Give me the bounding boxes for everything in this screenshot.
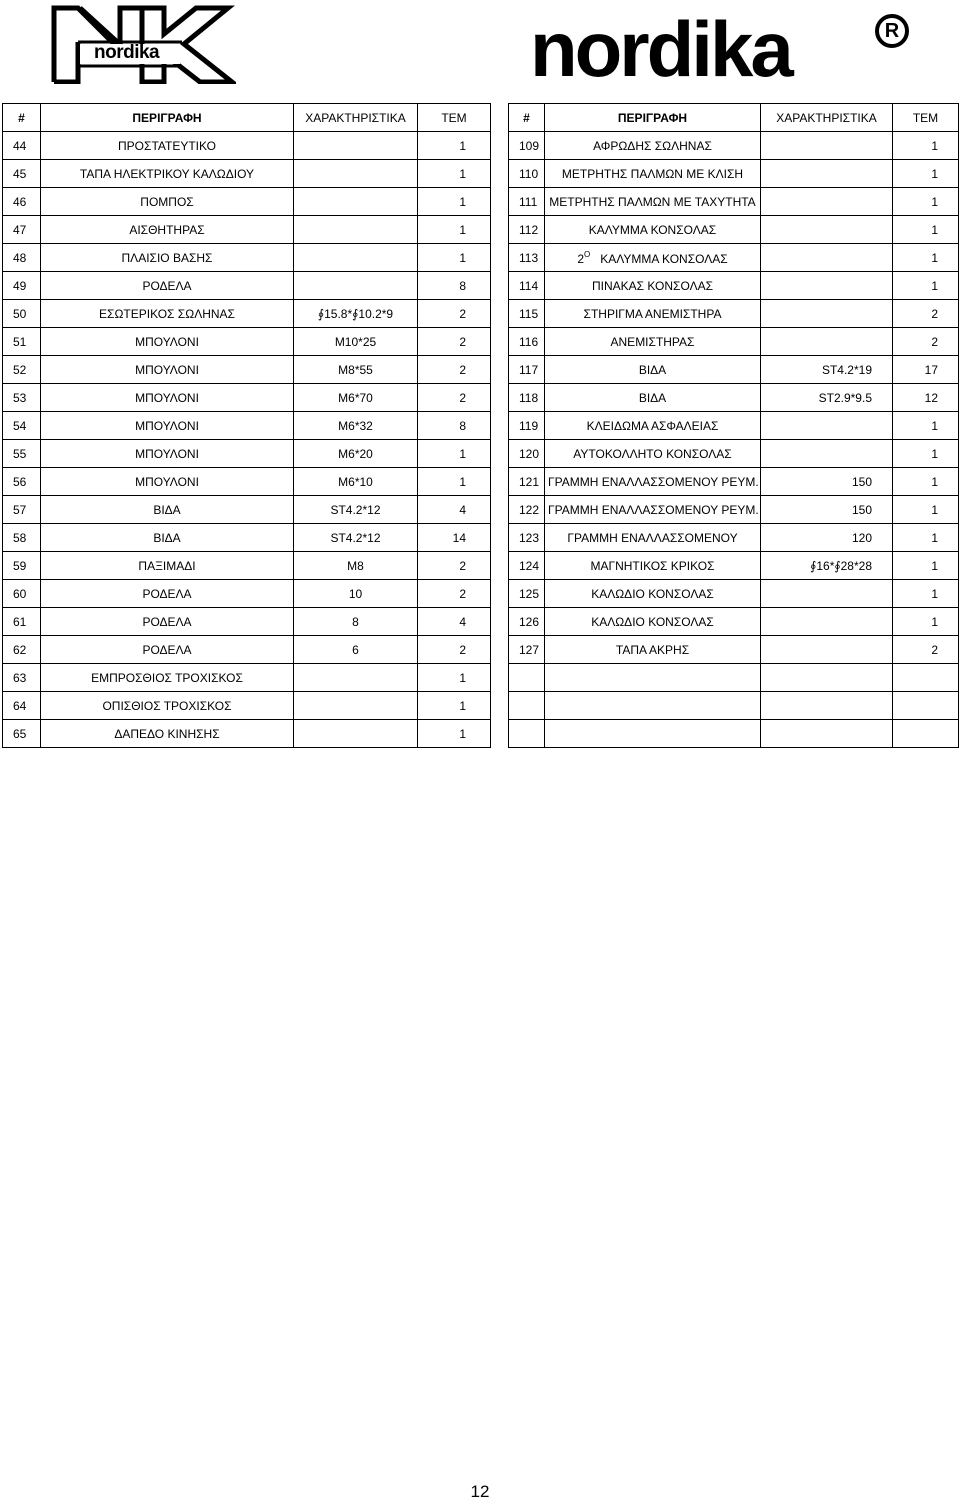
- table-row: [509, 244, 959, 272]
- part-specs: [761, 412, 893, 440]
- part-number: 65: [3, 720, 41, 748]
- parts-table-left-body: [3, 132, 491, 748]
- part-description: [545, 244, 761, 272]
- part-description: ΚΑΛΩΔΙΟ ΚΟΝΣΟΛΑΣ: [545, 580, 761, 608]
- part-description: ΡΟΔΕΛΑ: [41, 272, 294, 300]
- table-row: [509, 664, 959, 692]
- part-specs: 10: [294, 580, 418, 608]
- part-number: 44: [3, 132, 41, 160]
- part-number: 126: [509, 608, 545, 636]
- header-num: #: [509, 104, 545, 132]
- part-description: ΔΑΠΕΔΟ ΚΙΝΗΣΗΣ: [41, 720, 294, 748]
- part-number: [509, 692, 545, 720]
- table-row: [509, 160, 959, 188]
- part-specs: M10*25: [294, 328, 418, 356]
- table-row: [3, 244, 491, 272]
- part-number: 52: [3, 356, 41, 384]
- nk-logo: [50, 4, 236, 84]
- part-specs: [294, 272, 418, 300]
- part-specs: ∮15.8*∮10.2*9: [294, 300, 418, 328]
- part-quantity: 1: [893, 244, 959, 272]
- part-description: ΚΛΕΙΔΩΜΑ ΑΣΦΑΛΕΙΑΣ: [545, 412, 761, 440]
- part-description: ΒΙΔΑ: [545, 384, 761, 412]
- table-row: [3, 692, 491, 720]
- part-specs: [761, 188, 893, 216]
- part-quantity: 1: [418, 216, 491, 244]
- part-description: ΑΝΕΜΙΣΤΗΡΑΣ: [545, 328, 761, 356]
- part-quantity: 2: [418, 300, 491, 328]
- part-specs: [761, 720, 893, 748]
- part-specs: M6*70: [294, 384, 418, 412]
- part-specs: [761, 328, 893, 356]
- part-description: ΠΛΑΙΣΙΟ ΒΑΣΗΣ: [41, 244, 294, 272]
- part-description: ΚΑΛΩΔΙΟ ΚΟΝΣΟΛΑΣ: [545, 608, 761, 636]
- part-number: 112: [509, 216, 545, 244]
- part-quantity: 1: [893, 188, 959, 216]
- part-description: ΜΠΟΥΛΟΝΙ: [41, 328, 294, 356]
- part-number: 117: [509, 356, 545, 384]
- part-quantity: 1: [893, 272, 959, 300]
- part-specs: M6*32: [294, 412, 418, 440]
- part-number: 49: [3, 272, 41, 300]
- part-number: 110: [509, 160, 545, 188]
- table-row: [509, 496, 959, 524]
- part-quantity: 1: [418, 692, 491, 720]
- part-description-superscript: Ο: [584, 249, 591, 259]
- part-quantity: 2: [418, 356, 491, 384]
- part-description: [545, 720, 761, 748]
- part-quantity: 1: [418, 160, 491, 188]
- part-number: 58: [3, 524, 41, 552]
- part-description: ΣΤΗΡΙΓΜΑ ΑΝΕΜΙΣΤΗΡΑ: [545, 300, 761, 328]
- part-quantity: 17: [893, 356, 959, 384]
- part-specs: [761, 580, 893, 608]
- part-quantity: 2: [893, 300, 959, 328]
- header-num: #: [3, 104, 41, 132]
- part-specs: [294, 244, 418, 272]
- part-quantity: 2: [418, 636, 491, 664]
- part-specs: M6*10: [294, 468, 418, 496]
- part-description: ΑΙΣΘΗΤΗΡΑΣ: [41, 216, 294, 244]
- part-quantity: 1: [893, 496, 959, 524]
- table-row: [3, 468, 491, 496]
- part-number: 122: [509, 496, 545, 524]
- part-description: ΒΙΔΑ: [41, 496, 294, 524]
- table-row: [3, 524, 491, 552]
- part-number: 64: [3, 692, 41, 720]
- part-specs: M6*20: [294, 440, 418, 468]
- part-quantity: 1: [893, 580, 959, 608]
- part-specs: ST4.2*12: [294, 496, 418, 524]
- part-description: ΤΑΠΑ ΑΚΡΗΣ: [545, 636, 761, 664]
- part-description: ΠΡΟΣΤΑΤΕΥΤΙΚΟ: [41, 132, 294, 160]
- part-number: 111: [509, 188, 545, 216]
- parts-table-left: [2, 103, 491, 748]
- part-specs: [761, 608, 893, 636]
- table-row: [509, 468, 959, 496]
- part-quantity: 1: [893, 440, 959, 468]
- part-quantity: 2: [418, 328, 491, 356]
- table-row: [3, 160, 491, 188]
- part-number: 120: [509, 440, 545, 468]
- part-quantity: [893, 720, 959, 748]
- part-number: [509, 720, 545, 748]
- table-row: [3, 636, 491, 664]
- part-quantity: 1: [418, 664, 491, 692]
- part-specs: M8*55: [294, 356, 418, 384]
- table-row: [3, 356, 491, 384]
- part-description: ΓΡΑΜΜΗ ΕΝΑΛΛΑΣΣΟΜΕΝΟΥ ΡΕΥΜ.: [545, 468, 761, 496]
- part-quantity: 1: [418, 720, 491, 748]
- part-quantity: 1: [418, 440, 491, 468]
- table-row: [3, 552, 491, 580]
- parts-table-right-body: [509, 132, 959, 748]
- part-description: ΑΥΤΟΚΟΛΛΗΤΟ ΚΟΝΣΟΛΑΣ: [545, 440, 761, 468]
- part-quantity: 2: [418, 552, 491, 580]
- part-description: ΕΣΩΤΕΡΙΚΟΣ ΣΩΛΗΝΑΣ: [41, 300, 294, 328]
- part-specs: [761, 440, 893, 468]
- part-specs: M8: [294, 552, 418, 580]
- part-description: ΟΠΙΣΘΙΟΣ ΤΡΟΧΙΣΚΟΣ: [41, 692, 294, 720]
- part-number: 46: [3, 188, 41, 216]
- part-quantity: 8: [418, 272, 491, 300]
- table-row: [509, 692, 959, 720]
- part-specs: ∮16*∮28*28: [761, 552, 893, 580]
- part-number: [509, 664, 545, 692]
- header-specs: ΧΑΡΑΚΤΗΡΙΣΤΙΚΑ: [761, 104, 893, 132]
- part-description: ΠΟΜΠΟΣ: [41, 188, 294, 216]
- table-row: [509, 580, 959, 608]
- table-row: [509, 300, 959, 328]
- part-specs: [294, 160, 418, 188]
- part-number: 125: [509, 580, 545, 608]
- part-description: ΜΠΟΥΛΟΝΙ: [41, 412, 294, 440]
- part-number: 62: [3, 636, 41, 664]
- table-header-row: [509, 104, 959, 132]
- header-qty: ΤΕΜ: [418, 104, 491, 132]
- table-row: [509, 440, 959, 468]
- part-number: 61: [3, 608, 41, 636]
- part-specs: 8: [294, 608, 418, 636]
- part-number: 59: [3, 552, 41, 580]
- part-number: 50: [3, 300, 41, 328]
- part-specs: [761, 636, 893, 664]
- part-quantity: 8: [418, 412, 491, 440]
- table-row: [3, 272, 491, 300]
- table-row: [3, 384, 491, 412]
- table-row: [3, 608, 491, 636]
- part-description: ΤΑΠΑ ΗΛΕΚΤΡΙΚΟΥ ΚΑΛΩΔΙΟΥ: [41, 160, 294, 188]
- nk-logo-wordmark: nordika: [94, 42, 160, 63]
- part-specs: [761, 216, 893, 244]
- part-description: ΑΦΡΩΔΗΣ ΣΩΛΗΝΑΣ: [545, 132, 761, 160]
- part-description: ΒΙΔΑ: [545, 356, 761, 384]
- part-specs: 150: [761, 468, 893, 496]
- part-specs: [761, 272, 893, 300]
- part-description: ΠΙΝΑΚΑΣ ΚΟΝΣΟΛΑΣ: [545, 272, 761, 300]
- nordika-logo: [530, 5, 920, 93]
- part-quantity: 1: [893, 160, 959, 188]
- part-number: 45: [3, 160, 41, 188]
- parts-table-right: [508, 103, 959, 748]
- part-quantity: 1: [893, 552, 959, 580]
- part-quantity: 4: [418, 496, 491, 524]
- part-description: ΓΡΑΜΜΗ ΕΝΑΛΛΑΣΣΟΜΕΝΟΥ ΡΕΥΜ.: [545, 496, 761, 524]
- part-specs: [761, 244, 893, 272]
- part-quantity: 2: [418, 580, 491, 608]
- part-description: ΜΠΟΥΛΟΝΙ: [41, 440, 294, 468]
- part-specs: [761, 664, 893, 692]
- header-qty: ΤΕΜ: [893, 104, 959, 132]
- part-number: 123: [509, 524, 545, 552]
- part-description: ΜΠΟΥΛΟΝΙ: [41, 468, 294, 496]
- part-description-text: ΚΑΛΥΜΜΑ ΚΟΝΣΟΛΑΣ: [600, 251, 728, 266]
- header-description: ΠΕΡΙΓΡΑΦΗ: [41, 104, 294, 132]
- part-quantity: 1: [418, 468, 491, 496]
- part-number: 53: [3, 384, 41, 412]
- table-row: [3, 216, 491, 244]
- table-row: [3, 664, 491, 692]
- part-number: 56: [3, 468, 41, 496]
- part-quantity: 12: [893, 384, 959, 412]
- table-row: [509, 636, 959, 664]
- part-number: 113: [509, 244, 545, 272]
- part-specs: 6: [294, 636, 418, 664]
- part-specs: [294, 664, 418, 692]
- part-quantity: 1: [418, 244, 491, 272]
- table-row: [3, 188, 491, 216]
- part-description: ΜΕΤΡΗΤΗΣ ΠΑΛΜΩΝ ΜΕ ΚΛΙΣΗ: [545, 160, 761, 188]
- part-specs: 150: [761, 496, 893, 524]
- part-number: 60: [3, 580, 41, 608]
- part-description: ΓΡΑΜΜΗ ΕΝΑΛΛΑΣΣΟΜΕΝΟΥ: [545, 524, 761, 552]
- part-description: ΕΜΠΡΟΣΘΙΟΣ ΤΡΟΧΙΣΚΟΣ: [41, 664, 294, 692]
- part-specs: ST4.2*19: [761, 356, 893, 384]
- part-description: ΜΑΓΝΗΤΙΚΟΣ ΚΡΙΚΟΣ: [545, 552, 761, 580]
- part-number: 109: [509, 132, 545, 160]
- part-quantity: 1: [893, 132, 959, 160]
- part-number: 48: [3, 244, 41, 272]
- table-row: [3, 412, 491, 440]
- table-row: [3, 440, 491, 468]
- part-number: 127: [509, 636, 545, 664]
- part-quantity: 1: [893, 216, 959, 244]
- part-description: ΚΑΛΥΜΜΑ ΚΟΝΣΟΛΑΣ: [545, 216, 761, 244]
- part-quantity: 1: [893, 412, 959, 440]
- part-specs: [294, 188, 418, 216]
- table-row: [3, 328, 491, 356]
- part-description: ΜΠΟΥΛΟΝΙ: [41, 384, 294, 412]
- part-description: [545, 692, 761, 720]
- table-row: [509, 608, 959, 636]
- part-description: ΡΟΔΕΛΑ: [41, 608, 294, 636]
- table-row: [509, 552, 959, 580]
- table-row: [3, 580, 491, 608]
- table-row: [509, 524, 959, 552]
- table-row: [509, 132, 959, 160]
- part-number: 114: [509, 272, 545, 300]
- table-header-row: [3, 104, 491, 132]
- part-number: 124: [509, 552, 545, 580]
- part-specs: [294, 720, 418, 748]
- part-quantity: [893, 664, 959, 692]
- table-row: [509, 216, 959, 244]
- part-specs: [294, 692, 418, 720]
- part-specs: [761, 300, 893, 328]
- part-number: 116: [509, 328, 545, 356]
- part-number: 63: [3, 664, 41, 692]
- part-number: 119: [509, 412, 545, 440]
- registered-mark-icon: R: [875, 14, 909, 48]
- part-specs: [294, 132, 418, 160]
- table-row: [3, 496, 491, 524]
- part-quantity: 1: [418, 188, 491, 216]
- part-quantity: 1: [893, 468, 959, 496]
- table-row: [509, 188, 959, 216]
- part-number: 54: [3, 412, 41, 440]
- header-specs: ΧΑΡΑΚΤΗΡΙΣΤΙΚΑ: [294, 104, 418, 132]
- part-specs: [294, 216, 418, 244]
- part-number: 57: [3, 496, 41, 524]
- part-quantity: 2: [893, 328, 959, 356]
- table-row: [509, 356, 959, 384]
- header-description: ΠΕΡΙΓΡΑΦΗ: [545, 104, 761, 132]
- part-description: ΜΠΟΥΛΟΝΙ: [41, 356, 294, 384]
- part-number: 47: [3, 216, 41, 244]
- part-number: 121: [509, 468, 545, 496]
- table-row: [3, 132, 491, 160]
- part-quantity: [893, 692, 959, 720]
- table-row: [3, 720, 491, 748]
- part-quantity: 2: [418, 384, 491, 412]
- part-description: ΡΟΔΕΛΑ: [41, 580, 294, 608]
- part-description: ΡΟΔΕΛΑ: [41, 636, 294, 664]
- part-number: 115: [509, 300, 545, 328]
- part-quantity: 2: [893, 636, 959, 664]
- nordika-logo-wordmark: nordika: [530, 5, 791, 93]
- part-specs: [761, 132, 893, 160]
- table-row: [509, 412, 959, 440]
- page-number: 12: [470, 1482, 490, 1501]
- part-number: 51: [3, 328, 41, 356]
- table-row: [509, 720, 959, 748]
- part-specs: [761, 160, 893, 188]
- part-description: [545, 664, 761, 692]
- part-specs: ST2.9*9.5: [761, 384, 893, 412]
- part-quantity: 1: [418, 132, 491, 160]
- part-number: 55: [3, 440, 41, 468]
- part-description-prefix: 2: [577, 251, 585, 266]
- part-quantity: 1: [893, 608, 959, 636]
- part-description: ΠΑΞΙΜΑΔΙ: [41, 552, 294, 580]
- part-description: ΒΙΔΑ: [41, 524, 294, 552]
- part-specs: 120: [761, 524, 893, 552]
- part-quantity: 14: [418, 524, 491, 552]
- table-row: [509, 272, 959, 300]
- part-specs: [761, 692, 893, 720]
- part-description: ΜΕΤΡΗΤΗΣ ΠΑΛΜΩΝ ΜΕ ΤΑΧΥΤΗΤΑ: [545, 188, 761, 216]
- part-quantity: 1: [893, 524, 959, 552]
- part-number: 118: [509, 384, 545, 412]
- table-row: [3, 300, 491, 328]
- part-specs: ST4.2*12: [294, 524, 418, 552]
- table-row: [509, 328, 959, 356]
- table-row: [509, 384, 959, 412]
- part-quantity: 4: [418, 608, 491, 636]
